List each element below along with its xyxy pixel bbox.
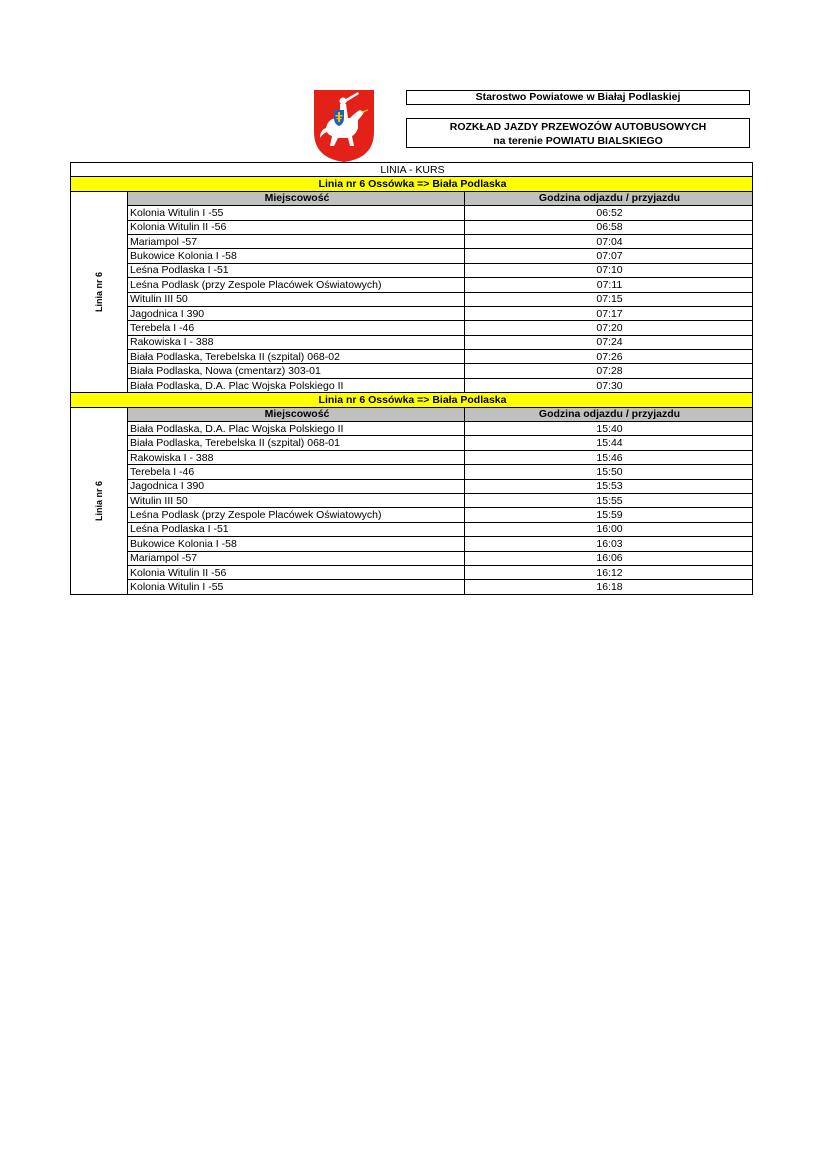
column-header-row (71, 191, 753, 205)
stop-name: Terebela I -46 (128, 321, 465, 335)
line-course-label: LINIA - KURS (71, 163, 753, 177)
stop-name: Kolonia Witulin I -55 (128, 206, 465, 220)
stop-name: Biała Podlaska, D.A. Plac Wojska Polskiego II (128, 378, 465, 392)
stop-name: Bukowice Kolonia I -58 (128, 249, 465, 263)
table-row (71, 479, 753, 493)
table-row (71, 292, 753, 306)
table-row (71, 206, 753, 220)
table-row (71, 493, 753, 507)
stop-name: Rakowiska I - 388 (128, 450, 465, 464)
stop-time: 16:12 (465, 565, 753, 579)
stop-time: 07:24 (465, 335, 753, 349)
stop-time: 07:17 (465, 306, 753, 320)
coat-of-arms-icon (312, 88, 376, 164)
stop-name: Mariampol -57 (128, 551, 465, 565)
stop-time: 16:03 (465, 537, 753, 551)
stop-time: 15:44 (465, 436, 753, 450)
title-box (406, 118, 750, 148)
stop-name: Leśna Podlaska I -51 (128, 522, 465, 536)
stop-name: Mariampol -57 (128, 234, 465, 248)
stop-time: 15:50 (465, 465, 753, 479)
stop-name: Jagodnica I 390 (128, 479, 465, 493)
stop-name: Biała Podlaska, D.A. Plac Wojska Polskiego II (128, 422, 465, 436)
table-row (71, 321, 753, 335)
stop-time: 06:58 (465, 220, 753, 234)
title-line-1: ROZKŁAD JAZDY PRZEWOZÓW AUTOBUSOWYCH (449, 121, 707, 133)
table-row (71, 465, 753, 479)
stop-time: 07:20 (465, 321, 753, 335)
table-row (71, 306, 753, 320)
table-row (71, 249, 753, 263)
route-title: Linia nr 6 Ossówka => Biała Podlaska (71, 177, 753, 191)
table-row (71, 508, 753, 522)
authority-name: Starostwo Powiatowe w Białaj Podlaskiej (475, 91, 681, 103)
timetable (70, 162, 753, 595)
table-row (71, 580, 753, 594)
stop-name: Biała Podlaska, Terebelska II (szpital) 068-02 (128, 350, 465, 364)
stop-name: Biała Podlaska, Nowa (cmentarz) 303-01 (128, 364, 465, 378)
stop-time: 07:11 (465, 278, 753, 292)
stop-name: Kolonia Witulin II -56 (128, 220, 465, 234)
table-row (71, 378, 753, 392)
stop-time: 15:46 (465, 450, 753, 464)
table-row (71, 263, 753, 277)
stop-name: Kolonia Witulin II -56 (128, 565, 465, 579)
table-row (71, 220, 753, 234)
stop-name: Biała Podlaska, Terebelska II (szpital) 068-01 (128, 436, 465, 450)
stop-time: 15:40 (465, 422, 753, 436)
column-header-time: Godzina odjazdu / przyjazdu (465, 191, 753, 205)
stop-time: 07:15 (465, 292, 753, 306)
table-row (71, 335, 753, 349)
column-header-row (71, 407, 753, 421)
stop-time: 07:26 (465, 350, 753, 364)
table-row (71, 551, 753, 565)
timetable-top-row (71, 163, 753, 177)
route-row (71, 177, 753, 191)
table-row (71, 350, 753, 364)
side-line-label-cell (71, 407, 128, 594)
table-row (71, 278, 753, 292)
title-line-2: na terenie POWIATU BIALSKIEGO (493, 135, 663, 147)
table-row (71, 422, 753, 436)
table-row (71, 565, 753, 579)
route-title: Linia nr 6 Ossówka => Biała Podlaska (71, 393, 753, 407)
side-line-label-cell (71, 191, 128, 392)
table-row (71, 364, 753, 378)
stop-time: 16:06 (465, 551, 753, 565)
stop-time: 07:28 (465, 364, 753, 378)
stop-name: Leśna Podlask (przy Zespole Placówek Oświatowych) (128, 278, 465, 292)
column-header-place: Miejscowość (128, 407, 465, 421)
stop-name: Rakowiska I - 388 (128, 335, 465, 349)
table-row (71, 436, 753, 450)
table-row (71, 450, 753, 464)
stop-name: Leśna Podlask (przy Zespole Placówek Oświatowych) (128, 508, 465, 522)
column-header-place: Miejscowość (128, 191, 465, 205)
stop-name: Bukowice Kolonia I -58 (128, 537, 465, 551)
stop-name: Terebela I -46 (128, 465, 465, 479)
stop-name: Leśna Podlaska I -51 (128, 263, 465, 277)
side-line-label: Linia nr 6 (94, 272, 104, 313)
stop-name: Witulin III 50 (128, 493, 465, 507)
stop-time: 06:52 (465, 206, 753, 220)
authority-box (406, 90, 750, 105)
column-header-time: Godzina odjazdu / przyjazdu (465, 407, 753, 421)
route-row (71, 393, 753, 407)
stop-time: 15:53 (465, 479, 753, 493)
stop-time: 07:04 (465, 234, 753, 248)
stop-name: Witulin III 50 (128, 292, 465, 306)
stop-time: 16:00 (465, 522, 753, 536)
stop-time: 15:55 (465, 493, 753, 507)
stop-time: 16:18 (465, 580, 753, 594)
stop-time: 07:30 (465, 378, 753, 392)
stop-name: Kolonia Witulin I -55 (128, 580, 465, 594)
stop-name: Jagodnica I 390 (128, 306, 465, 320)
stop-time: 15:59 (465, 508, 753, 522)
table-row (71, 537, 753, 551)
stop-time: 07:10 (465, 263, 753, 277)
table-row (71, 522, 753, 536)
stop-time: 07:07 (465, 249, 753, 263)
table-row (71, 234, 753, 248)
side-line-label: Linia nr 6 (94, 480, 104, 521)
